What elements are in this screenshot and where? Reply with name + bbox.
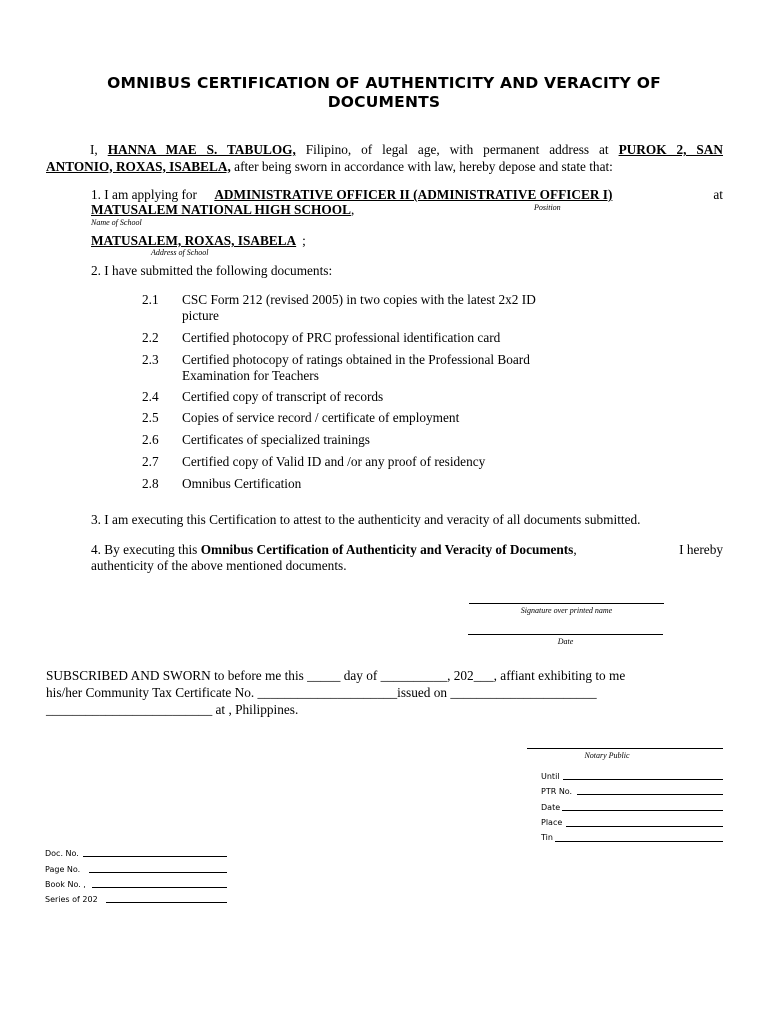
- school-caption: Name of School: [91, 218, 142, 227]
- intro-prefix: I,: [90, 142, 98, 157]
- list-item-number: 2.5: [142, 410, 159, 425]
- jurat: [46, 667, 736, 718]
- position-applied: ADMINISTRATIVE OFFICER II (ADMINISTRATIVE OFFICER I): [214, 187, 613, 202]
- page-no-label: Page No.: [45, 865, 81, 874]
- signature-line: [469, 603, 664, 604]
- list-item-number: 2.8: [142, 476, 159, 491]
- notary-field-ptr: [541, 787, 572, 796]
- jurat-line-1: SUBSCRIBED AND SWORN to before me this _____ day of __________, 202___, affiant exhibiting to me: [46, 668, 626, 683]
- list-item-text: Copies of service record / certificate of employment: [182, 410, 460, 425]
- notary-field-date: [541, 803, 560, 812]
- intro-mid: Filipino, of legal age, with permanent address at: [295, 142, 619, 157]
- notary-field-label: PTR No.: [541, 787, 573, 796]
- doc-no-line: [83, 856, 227, 857]
- position-caption: Position: [534, 203, 561, 212]
- item-4-certification-name: Omnibus Certification of Authenticity and Veracity of Documents: [200, 542, 574, 557]
- list-item-text: Certified copy of transcript of records: [182, 389, 384, 404]
- item-1-prefix: 1. I am applying for: [91, 187, 197, 202]
- item-4-hereby: I hereby: [679, 542, 723, 557]
- list-item-text: Certified photocopy of PRC professional identification card: [182, 330, 501, 345]
- item-4-comma: ,: [573, 542, 577, 557]
- list-item-text: Certified copy of Valid ID and /or any proof of residency: [182, 454, 486, 469]
- tin-line: [555, 841, 723, 842]
- list-item-number: 2.6: [142, 432, 159, 447]
- jurat-line-2: his/her Community Tax Certificate No. _____________________issued on ______________________: [46, 685, 597, 700]
- until-line: [563, 779, 723, 780]
- affiant-name: HANNA MAE S. TABULOG,: [107, 142, 296, 157]
- item-4-line-1: [91, 542, 723, 558]
- item-2-text: 2. I have submitted the following documents:: [91, 263, 333, 278]
- item-4: [91, 542, 723, 574]
- school-address: MATUSALEM, ROXAS, ISABELA: [91, 233, 297, 248]
- list-item-text: Certificates of specialized trainings: [182, 432, 370, 447]
- notary-date-line: [562, 810, 723, 811]
- list-item-text: [182, 352, 602, 383]
- item-4-line-2: authenticity of the above mentioned documents.: [91, 558, 347, 573]
- page-no-line: [89, 872, 227, 873]
- school-comma: ,: [350, 202, 355, 217]
- list-item-number: 2.3: [142, 352, 159, 367]
- date-line: [468, 634, 663, 635]
- notary-field-place: [541, 818, 562, 827]
- notary-field-label: Until: [541, 772, 560, 781]
- school-address-semicolon: ;: [302, 233, 306, 248]
- notary-caption: Notary Public: [584, 751, 630, 760]
- school-address-line: [91, 233, 306, 249]
- intro-line-1: [46, 142, 723, 159]
- school-name: MATUSALEM NATIONAL HIGH SCHOOL: [91, 202, 351, 217]
- list-item-line-1: Certified photocopy of ratings obtained in the Professional Board: [182, 352, 530, 367]
- book-no-line: [92, 887, 227, 888]
- item-1: [91, 187, 723, 203]
- item-4-prefix: 4. By executing this: [91, 542, 201, 557]
- intro-line-2: [46, 159, 723, 176]
- jurat-line-3: _________________________ at , Philippines.: [46, 702, 299, 717]
- list-item-number: 2.1: [142, 292, 159, 307]
- series-label: Series of 202: [45, 895, 98, 904]
- school-line: [91, 202, 354, 218]
- address-part-b: ANTONIO, ROXAS, ISABELA,: [46, 158, 231, 174]
- series-line: [106, 902, 227, 903]
- list-item-text: [182, 292, 602, 323]
- place-line: [566, 826, 723, 827]
- doc-no-label: Doc. No.: [45, 849, 79, 858]
- list-item-number: 2.4: [142, 389, 159, 404]
- book-no-label: Book No. ,: [45, 880, 86, 889]
- list-item-number: 2.2: [142, 330, 159, 345]
- list-item-line-1: CSC Form 212 (revised 2005) in two copies with the latest 2x2 ID: [182, 292, 536, 307]
- title-line-1: OMNIBUS CERTIFICATION OF AUTHENTICITY AND VERACITY OF: [107, 74, 661, 92]
- document-title: [0, 74, 768, 112]
- list-item-line-2: picture: [182, 307, 219, 323]
- list-item-text: Omnibus Certification: [182, 476, 302, 491]
- date-caption: Date: [557, 637, 574, 646]
- intro-paragraph: [46, 142, 723, 175]
- item-3-text: 3. I am executing this Certification to attest to the authenticity and veracity of all documents submitted.: [91, 512, 641, 527]
- list-item-line-2: Examination for Teachers: [182, 367, 319, 383]
- notary-field-label: Place: [541, 818, 563, 827]
- ptr-line: [577, 794, 723, 795]
- intro-suffix: after being sworn in accordance with law, hereby depose and state that:: [230, 158, 613, 174]
- address-part-a: PUROK 2, SAN: [618, 142, 724, 157]
- notary-field-label: Tin: [541, 833, 553, 842]
- title-line-2: DOCUMENTS: [327, 93, 441, 111]
- notary-line: [527, 748, 723, 749]
- school-address-caption: Address of School: [151, 248, 209, 257]
- notary-field-tin: [541, 833, 553, 842]
- list-item-number: 2.7: [142, 454, 159, 469]
- notary-field-label: Date: [541, 803, 561, 812]
- item-1-line-1: [91, 187, 723, 203]
- signature-caption: Signature over printed name: [520, 606, 613, 615]
- notary-field-until: [541, 772, 560, 781]
- item-1-at: at: [713, 187, 723, 202]
